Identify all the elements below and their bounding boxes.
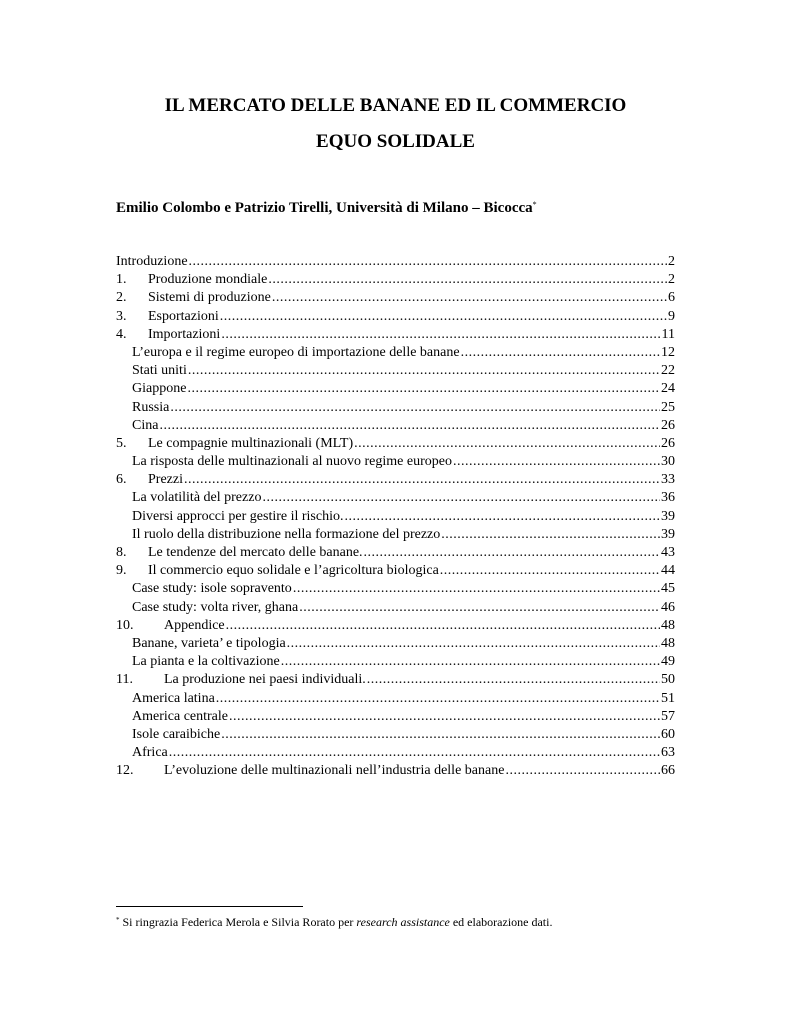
toc-entry-page: 48 bbox=[661, 617, 675, 633]
toc-dot-leader bbox=[226, 617, 660, 635]
toc-dot-leader bbox=[184, 471, 660, 489]
toc-entry-page: 44 bbox=[661, 563, 675, 579]
toc-entry-page: 9 bbox=[668, 308, 675, 324]
toc-entry[interactable] bbox=[116, 489, 675, 507]
toc-entry[interactable] bbox=[116, 453, 675, 471]
toc-entry-number: 8. bbox=[116, 545, 127, 560]
toc-entry-label: Giappone bbox=[132, 381, 187, 397]
toc-entry-label: America centrale bbox=[132, 708, 228, 724]
toc-entry-label: L’evoluzione delle multinazionali nell’industria delle banane bbox=[164, 763, 505, 779]
toc-entry-page: 43 bbox=[661, 545, 675, 560]
toc-entry-page: 11 bbox=[661, 326, 675, 342]
toc-entry[interactable] bbox=[116, 744, 675, 762]
toc-entry[interactable] bbox=[116, 471, 675, 489]
toc-entry-label: Le compagnie multinazionali (MLT) bbox=[148, 435, 354, 451]
toc-entry[interactable] bbox=[116, 308, 675, 326]
toc-entry-page: 25 bbox=[661, 399, 675, 415]
toc-dot-leader bbox=[169, 744, 660, 762]
toc-entry[interactable] bbox=[116, 289, 675, 307]
toc-entry-label: Il commercio equo solidale e l’agricoltura biologica bbox=[148, 563, 439, 579]
toc-entry-label: Banane, varieta’ e tipologia bbox=[132, 635, 286, 651]
toc-dot-leader bbox=[187, 380, 660, 398]
toc-entry-label: Russia bbox=[132, 399, 170, 415]
toc-entry[interactable] bbox=[116, 526, 675, 544]
toc-dot-leader bbox=[229, 708, 660, 726]
toc-entry[interactable] bbox=[116, 726, 675, 744]
toc-dot-leader bbox=[461, 344, 660, 362]
toc-entry-label: Importazioni bbox=[148, 326, 221, 342]
toc-entry-number: 10. bbox=[116, 617, 134, 633]
document-title bbox=[0, 88, 791, 160]
toc-entry[interactable] bbox=[116, 544, 675, 562]
toc-entry-page: 2 bbox=[668, 254, 675, 269]
toc-dot-leader bbox=[441, 526, 660, 544]
toc-entry-page: 39 bbox=[661, 508, 675, 524]
toc-entry[interactable] bbox=[116, 708, 675, 726]
title-line-1: IL MERCATO DELLE BANANE ED IL COMMERCIO bbox=[164, 95, 627, 116]
toc-entry[interactable] bbox=[116, 417, 675, 435]
toc-dot-leader bbox=[364, 544, 660, 562]
toc-entry[interactable] bbox=[116, 253, 675, 271]
toc-dot-leader bbox=[216, 690, 660, 708]
toc-dot-leader bbox=[293, 580, 660, 598]
toc-entry[interactable] bbox=[116, 380, 675, 398]
toc-entry[interactable] bbox=[116, 362, 675, 380]
toc-dot-leader bbox=[299, 599, 660, 617]
toc-entry-page: 24 bbox=[661, 381, 675, 397]
footnote bbox=[116, 914, 552, 930]
toc-entry[interactable] bbox=[116, 326, 675, 344]
toc-entry-page: 12 bbox=[661, 344, 675, 360]
toc-entry-number: 6. bbox=[116, 472, 127, 488]
table-of-contents bbox=[116, 253, 675, 780]
toc-entry-label: Stati uniti bbox=[132, 363, 187, 379]
toc-entry[interactable] bbox=[116, 399, 675, 417]
toc-dot-leader bbox=[354, 435, 660, 453]
toc-dot-leader bbox=[170, 399, 660, 417]
toc-entry-label: Cina bbox=[132, 417, 159, 433]
toc-entry-page: 57 bbox=[661, 708, 675, 724]
toc-dot-leader bbox=[221, 326, 660, 344]
toc-dot-leader bbox=[159, 417, 660, 435]
toc-dot-leader bbox=[272, 289, 667, 307]
toc-entry[interactable] bbox=[116, 653, 675, 671]
toc-entry[interactable] bbox=[116, 671, 675, 689]
toc-entry[interactable] bbox=[116, 271, 675, 289]
footnote-text-end: ed elaborazione dati. bbox=[449, 915, 553, 929]
toc-entry[interactable] bbox=[116, 690, 675, 708]
toc-entry[interactable] bbox=[116, 344, 675, 362]
toc-entry-page: 48 bbox=[661, 635, 675, 651]
toc-dot-leader bbox=[287, 635, 660, 653]
toc-entry-page: 22 bbox=[661, 363, 675, 379]
toc-entry-page: 26 bbox=[661, 435, 675, 451]
authors-text: Emilio Colombo e Patrizio Tirelli, Università di Milano – Bicocca bbox=[116, 200, 533, 216]
toc-entry-page: 39 bbox=[661, 526, 675, 542]
toc-entry-page: 36 bbox=[661, 490, 675, 506]
toc-entry-page: 33 bbox=[661, 472, 675, 488]
toc-entry-page: 49 bbox=[661, 654, 675, 670]
toc-dot-leader bbox=[281, 653, 660, 671]
toc-entry-number: 12. bbox=[116, 763, 134, 779]
toc-entry-label: Africa bbox=[132, 745, 168, 761]
toc-entry-page: 26 bbox=[661, 417, 675, 433]
title-line-2: EQUO SOLIDALE bbox=[316, 131, 475, 152]
toc-entry-label: Le tendenze del mercato delle banane. bbox=[148, 545, 363, 560]
toc-entry-label: La produzione nei paesi individuali. bbox=[164, 672, 366, 688]
toc-entry[interactable] bbox=[116, 435, 675, 453]
toc-entry-number: 3. bbox=[116, 308, 127, 324]
toc-entry-label: Case study: isole sopravento bbox=[132, 581, 292, 597]
toc-entry[interactable] bbox=[116, 580, 675, 598]
toc-entry-page: 2 bbox=[668, 272, 675, 288]
toc-dot-leader bbox=[344, 508, 660, 526]
toc-dot-leader bbox=[453, 453, 660, 471]
footnote-mark: * bbox=[116, 916, 120, 924]
toc-entry[interactable] bbox=[116, 508, 675, 526]
toc-entry-label: Produzione mondiale bbox=[148, 272, 268, 288]
authors-footnote-mark: * bbox=[532, 200, 537, 209]
footnote-text-start: Si ringrazia Federica Merola e Silvia Rorato per bbox=[122, 915, 357, 929]
toc-entry-page: 66 bbox=[661, 763, 675, 779]
toc-entry-label: Prezzi bbox=[148, 472, 183, 488]
toc-entry-page: 30 bbox=[661, 454, 675, 470]
toc-entry-label: Case study: volta river, ghana bbox=[132, 599, 299, 615]
toc-entry[interactable] bbox=[116, 599, 675, 617]
toc-entry-number: 11. bbox=[116, 672, 133, 688]
toc-dot-leader bbox=[221, 726, 660, 744]
toc-dot-leader bbox=[220, 308, 667, 326]
toc-entry-label: Il ruolo della distribuzione nella formazione del prezzo bbox=[132, 526, 441, 542]
toc-entry-page: 51 bbox=[661, 690, 675, 706]
toc-dot-leader bbox=[367, 671, 660, 689]
toc-dot-leader bbox=[505, 762, 660, 780]
toc-entry-label: Appendice bbox=[164, 617, 225, 633]
toc-entry-page: 6 bbox=[668, 290, 675, 306]
toc-entry[interactable] bbox=[116, 762, 675, 780]
toc-entry-label: Isole caraibiche bbox=[132, 726, 221, 742]
toc-entry-label: La risposta delle multinazionali al nuovo regime europeo bbox=[132, 454, 452, 470]
toc-entry-page: 63 bbox=[661, 745, 675, 761]
toc-entry[interactable] bbox=[116, 617, 675, 635]
toc-entry-label: La volatilità del prezzo bbox=[132, 490, 262, 506]
toc-entry-page: 45 bbox=[661, 581, 675, 597]
toc-entry-number: 9. bbox=[116, 563, 127, 579]
footnote-text-italic: research assistance bbox=[356, 915, 450, 929]
toc-dot-leader bbox=[188, 362, 660, 380]
toc-dot-leader bbox=[440, 562, 660, 580]
toc-entry-number: 4. bbox=[116, 326, 127, 342]
toc-entry[interactable] bbox=[116, 635, 675, 653]
toc-dot-leader bbox=[268, 271, 667, 289]
toc-entry-label: Introduzione bbox=[116, 254, 188, 269]
toc-entry-number: 2. bbox=[116, 290, 127, 306]
toc-entry-label: Diversi approcci per gestire il rischio. bbox=[132, 508, 344, 524]
toc-entry-label: La pianta e la coltivazione bbox=[132, 654, 280, 670]
toc-entry-label: Sistemi di produzione bbox=[148, 290, 271, 306]
toc-entry-label: Esportazioni bbox=[148, 308, 219, 324]
toc-entry-label: America latina bbox=[132, 690, 215, 706]
toc-entry-number: 1. bbox=[116, 272, 127, 288]
toc-entry-page: 60 bbox=[661, 726, 675, 742]
toc-entry[interactable] bbox=[116, 562, 675, 580]
toc-entry-number: 5. bbox=[116, 435, 127, 451]
authors-line bbox=[116, 199, 537, 217]
toc-dot-leader bbox=[262, 489, 660, 507]
toc-entry-label: L’europa e il regime europeo di importazione delle banane bbox=[132, 344, 460, 360]
footnote-separator bbox=[116, 906, 303, 907]
toc-entry-page: 50 bbox=[661, 672, 675, 688]
toc-entry-page: 46 bbox=[661, 599, 675, 615]
toc-dot-leader bbox=[189, 253, 667, 271]
